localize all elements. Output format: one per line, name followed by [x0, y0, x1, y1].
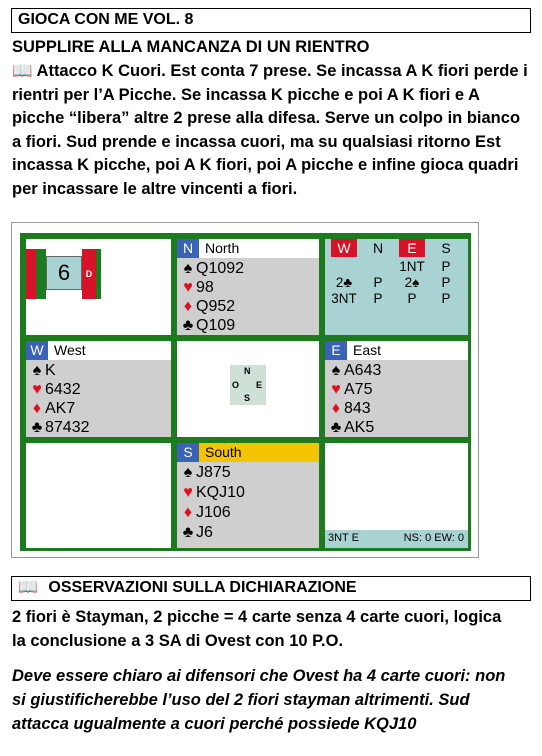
text-line: a fiori. Sud prende e incassa cuori, ma su qualsiasi ritorno Est [12, 132, 501, 151]
section-body [12, 60, 537, 201]
text-line: picche “libera” altre 2 prese alla difesa. Serve un colpo in bianco [12, 109, 521, 127]
spade-icon: ♠ [183, 464, 193, 481]
spade-icon: ♠ [331, 362, 341, 379]
club-icon: ♣ [182, 317, 194, 334]
clubs-row: ♣ J6 [180, 523, 213, 543]
seat-badge: N [177, 239, 199, 258]
heart-icon: ♥ [183, 279, 193, 296]
clubs-row: ♣ Q109 [180, 316, 235, 336]
south-hand [174, 440, 322, 551]
text-line: Deve essere chiaro ai difensori che Ovest ha 4 carte cuori: non [12, 667, 506, 685]
club-icon: ♣ [182, 524, 194, 541]
hearts-row: ♥ 98 [180, 278, 214, 298]
diamonds-row: ♦ AK7 [29, 399, 75, 419]
diamonds-row: ♦ Q952 [180, 297, 235, 317]
observations-header [11, 576, 531, 601]
diamonds-row: ♦ J106 [180, 503, 231, 523]
text-line: incassa K picche, poi A K fiori, poi A picche e infine gioca quadri [12, 156, 519, 174]
text-line: attacca ugualmente a cuori perché possiede KQJ10 [12, 715, 417, 733]
diamond-icon: ♦ [183, 298, 193, 315]
open-book-icon: 📖 [18, 579, 38, 596]
empty-cell [23, 440, 174, 551]
contract-label: 3NT E [328, 532, 359, 544]
text-line: 📖 Attacco K Cuori. Est conta 7 prese. Se incassa A K fiori perde i [12, 62, 528, 80]
heart-icon: ♥ [183, 484, 193, 501]
clubs-row: ♣ AK5 [328, 418, 374, 438]
page-title: GIOCA CON ME VOL. 8 [18, 11, 194, 28]
score-label: NS: 0 EW: 0 [403, 532, 464, 544]
seat-name: East [353, 342, 382, 358]
auction-panel: W N E S 1NT P 2♣ P 2♠ P 3NT P P P [322, 236, 471, 338]
text-line: rientri per l’A Picche. Se incassa K picche e poi A K fiori e A [12, 85, 480, 104]
seat-badge: E [325, 341, 347, 360]
dealer-badge: D [82, 249, 96, 299]
open-book-icon: 📖 [12, 62, 33, 80]
diamond-icon: ♦ [331, 400, 341, 417]
result-bar [325, 529, 468, 548]
north-hand [174, 236, 322, 338]
heart-icon: ♥ [32, 381, 42, 398]
heart-icon: ♥ [331, 381, 341, 398]
section-heading: SUPPLIRE ALLA MANCANZA DI UN RIENTRO [12, 38, 370, 56]
text-line: per incassare le altre vincenti a fiori. [12, 179, 298, 198]
text-line: la conclusione a 3 SA di Ovest con 10 P.O. [12, 631, 344, 650]
spade-icon: ♠ [183, 260, 193, 277]
diamond-icon: ♦ [32, 400, 42, 417]
observations-note [12, 664, 537, 736]
auction-row: 1NT P [399, 259, 451, 274]
seat-badge: S [177, 443, 199, 462]
spades-row: ♠ Q1092 [180, 259, 244, 279]
result-cell [322, 440, 471, 551]
seat-name: South [205, 444, 242, 460]
east-hand [322, 338, 471, 440]
diamond-icon: ♦ [183, 504, 193, 521]
observations-heading: OSSERVAZIONI SULLA DICHIARAZIONE [48, 579, 357, 596]
bridge-board [11, 222, 479, 558]
club-icon: ♣ [31, 419, 43, 436]
west-hand [23, 338, 174, 440]
spades-row: ♠ J875 [180, 463, 231, 483]
diamonds-row: ♦ 843 [328, 399, 371, 419]
seat-name: West [54, 342, 86, 358]
club-icon: ♣ [330, 419, 342, 436]
text-line: 2 fiori è Stayman, 2 picche = 4 carte senza 4 carte cuori, logica [12, 608, 502, 626]
spades-row: ♠ A643 [328, 361, 381, 381]
vulnerability-indicator [26, 249, 101, 299]
page-title-box [11, 8, 531, 33]
hearts-row: ♥ A75 [328, 380, 372, 400]
hearts-row: ♥ 6432 [29, 380, 81, 400]
observations-body [12, 606, 537, 653]
hearts-row: ♥ KQJ10 [180, 483, 245, 503]
compass-rose: N O E S [230, 365, 266, 405]
seat-name: North [205, 240, 240, 256]
auction-row: 2♣ P 2♠ P [335, 275, 451, 290]
compass-cell [174, 338, 322, 440]
board-number: 6 [46, 256, 82, 290]
spade-icon: ♠ [32, 362, 42, 379]
board-number-cell [23, 236, 174, 338]
spades-row: ♠ K [29, 361, 56, 381]
seat-badge: W [26, 341, 48, 360]
clubs-row: ♣ 87432 [29, 418, 90, 438]
text-line: si giustificherebbe l’uso del 2 fiori stayman altrimenti. Sud [12, 691, 470, 709]
auction-row: 3NT P P P [331, 291, 451, 306]
